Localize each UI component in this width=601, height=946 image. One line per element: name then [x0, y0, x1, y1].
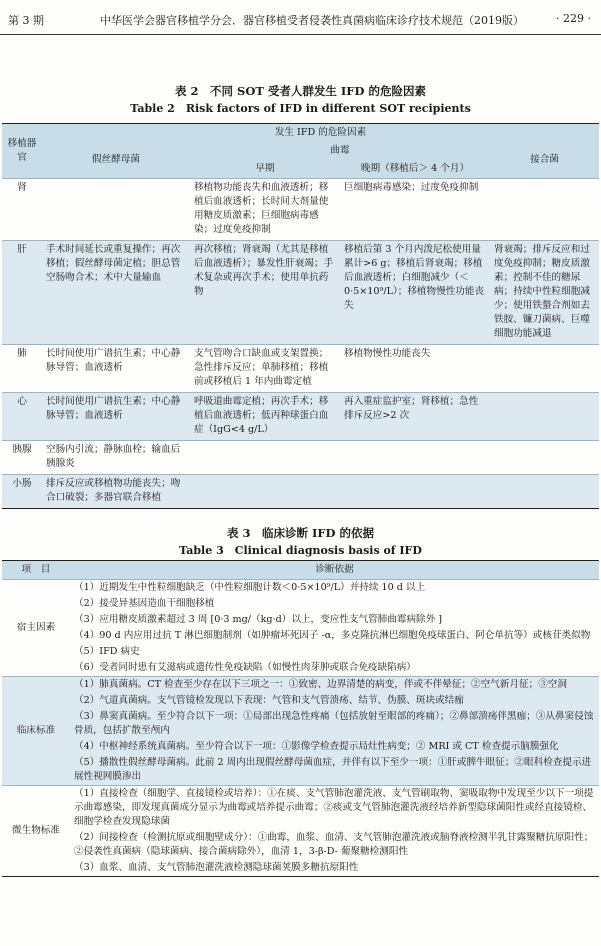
- criteria-section: [2, 677, 599, 786]
- criteria-section: [2, 786, 599, 877]
- criteria-item: （3）应用糖皮质激素超过 3 周 [0·3 mg/（kg·d）以上，变应性支气管肺曲霉病除外 ]: [70, 612, 599, 628]
- cell-yeast: 长时间使用广谱抗生素；中心静脉导管；血液透析: [42, 345, 190, 393]
- col-late-header: 晚期（移植后＞ 4 个月）: [340, 160, 490, 179]
- cell-zygo: [490, 441, 599, 475]
- cell-yeast: 手术时间延长或重复操作；再次移植；假丝酵母菌定植；胆总管空肠吻合术；术中大量输血: [42, 241, 190, 345]
- cell-yeast: 长时间使用广谱抗生素；中心静脉导管；血液透析: [42, 393, 190, 441]
- criteria-row: [2, 693, 599, 709]
- criteria-row: [2, 709, 599, 739]
- col-group-header: 发生 IFD 的危险因素: [42, 124, 599, 143]
- table3-caption-en: Table 3 Clinical diagnosis basis of IFD: [179, 544, 422, 557]
- cell-early: 支气管吻合口缺血或支架置换；急性排斥反应；单肺移植；移植前或移植后 1 年内曲霉定植: [190, 345, 340, 393]
- col-item-header: 项 目: [2, 561, 70, 580]
- cell-organ: 胰腺: [2, 441, 42, 475]
- col-early-header: 早期: [190, 160, 340, 179]
- cell-early: 移植物功能丧失和血液透析；移植后血液透析；长时间大剂量使用糖皮质激素；巨细胞病毒感染；过度免疫抑制: [190, 179, 340, 241]
- table-row: [2, 179, 599, 241]
- criteria-item: （1）直接检查（细胞学、直接镜检或培养）：①在痰、支气管肺泡灌洗液、支气管刷取物、窦吸取物中发现至少以下一项提示曲霉感染，即发现真菌成分显示为曲霉或培养提示曲霉；②痰或支气管肺泡灌洗液经培养新型隐球菌阳性或经直接镜检、细胞学检查发现隐球菌: [70, 786, 599, 831]
- criteria-item: （4）90 d 内应用过抗 T 淋巴细胞制剂（如肿瘤坏死因子 -α，多克隆抗淋巴细胞免疫球蛋白、阿仑单抗等）或核苷类似物: [70, 628, 599, 644]
- page-number: · 229 ·: [556, 12, 591, 25]
- col-zygo-header: 接合菌: [490, 142, 599, 179]
- table-row: [2, 441, 599, 475]
- table-row: [2, 345, 599, 393]
- col-organ-header: 移植器官: [2, 124, 42, 179]
- cell-early: [190, 475, 340, 509]
- cell-zygo: [490, 345, 599, 393]
- journal-title: 中华医学会器官移植学分会．器官移植受者侵袭性真菌病临床诊疗技术规范（2019版）: [100, 14, 524, 27]
- criteria-row: [2, 660, 599, 677]
- cell-organ: 肝: [2, 241, 42, 345]
- criteria-item: （3）血浆、血清、支气管肺泡灌洗液检测隐球菌荚膜多糖抗原阳性: [70, 860, 599, 877]
- criteria-item: （3）鼻窦真菌病。至少符合以下一项：①局部出现急性疼痛（包括放射至眼部的疼痛）；②鼻部溃疡伴黑痂；③从鼻窦侵蚀骨质，包括扩散至颅内: [70, 709, 599, 739]
- cell-early: 呼吸道曲霉定植；再次手术；移植后血液透析；低丙种球蛋白血症（IgG<4 g/L）: [190, 393, 340, 441]
- criteria-row: [2, 644, 599, 660]
- cell-late: [340, 441, 490, 475]
- cell-yeast: 排斥反应或移植物功能丧失；吻合口破裂；多器官联合移植: [42, 475, 190, 509]
- criteria-row: [2, 596, 599, 612]
- criteria-row: [2, 830, 599, 860]
- criteria-row: [2, 628, 599, 644]
- cell-zygo: [490, 393, 599, 441]
- table3-clinical-diagnosis: [2, 560, 599, 877]
- cell-organ: 心: [2, 393, 42, 441]
- criteria-row: [2, 860, 599, 877]
- criteria-label: 临床标准: [2, 677, 70, 786]
- page-header: [0, 0, 601, 35]
- cell-zygo: 肾衰竭；排斥反应和过度免疫抑制；糖皮质激素；控制不佳的糖尿病；持续中性粒细胞减少；使用铁螯合剂如去铁胺、镰刀菌病、巨噬细胞功能减退: [490, 241, 599, 345]
- criteria-row: [2, 677, 599, 694]
- cell-late: 巨细胞病毒感染；过度免疫抑制: [340, 179, 490, 241]
- cell-late: 再入重症监护室；肾移植；急性排斥反应>2 次: [340, 393, 490, 441]
- criteria-item: （4）中枢神经系统真菌病。至少符合以下一项：①影像学检查提示局灶性病变；② MRI 或 CT 检查提示脑膜强化: [70, 739, 599, 755]
- cell-organ: 肺: [2, 345, 42, 393]
- cell-early: [190, 441, 340, 475]
- criteria-item: （2）气道真菌病。支气管镜检发现以下表现：气管和支气管溃疡、结节、伪膜、斑块或结痂: [70, 693, 599, 709]
- col-yeast-header: 假丝酵母菌: [42, 142, 190, 179]
- cell-late: [340, 475, 490, 509]
- col-mold-header: 曲霉: [190, 142, 490, 160]
- criteria-row: [2, 739, 599, 755]
- criteria-item: （2）间接检查（检测抗原或细胞壁成分）：①曲霉，血浆、血清、支气管肺泡灌洗液或脑脊液检测半乳甘露聚糖抗原阳性；②侵袭性真菌病（隐球菌病、接合菌病除外），血清 1，3-β-D- 葡聚糖检测阳性: [70, 830, 599, 860]
- table-row: [2, 241, 599, 345]
- cell-zygo: [490, 475, 599, 509]
- criteria-row: [2, 580, 599, 597]
- issue-number: 第 3 期: [8, 14, 44, 27]
- criteria-label: 微生物标准: [2, 786, 70, 877]
- criteria-label: 宿主因素: [2, 580, 70, 677]
- table2-caption-zh: 表 2 不同 SOT 受者人群发生 IFD 的危险因素: [175, 84, 426, 98]
- cell-zygo: [490, 179, 599, 241]
- criteria-item: （5）IFD 病史: [70, 644, 599, 660]
- criteria-row: [2, 786, 599, 831]
- criteria-section: [2, 580, 599, 677]
- criteria-item: （5）播散性假丝酵母菌病。此前 2 周内出现假丝酵母菌血症，并伴有以下至少一项：①肝或脾牛眼征；②眼科检查提示进展性视网膜渗出: [70, 755, 599, 786]
- cell-yeast: 空肠内引流；静脉血栓；输血后胰腺炎: [42, 441, 190, 475]
- cell-early: 再次移植；肾衰竭（尤其是移植后血液透析）；暴发性肝衰竭；手术复杂或再次手术；使用单抗药物: [190, 241, 340, 345]
- cell-organ: 肾: [2, 179, 42, 241]
- table-row: [2, 393, 599, 441]
- criteria-item: （6）受者同时患有艾滋病或遗传性免疫缺陷（如慢性肉芽肿或联合免疫缺陷病）: [70, 660, 599, 677]
- cell-organ: 小肠: [2, 475, 42, 509]
- cell-late: 移植后第 3 个月内泼尼松使用量累计>6 g；移植后肾衰竭；移植后血液透析；白细胞减少（＜0·5×10⁹/L）；移植物慢性功能丧失: [340, 241, 490, 345]
- cell-late: 移植物慢性功能丧失: [340, 345, 490, 393]
- table3-caption-zh: 表 3 临床诊断 IFD 的依据: [226, 526, 375, 540]
- col-basis-header: 诊断依据: [70, 561, 599, 580]
- cell-yeast: [42, 179, 190, 241]
- table2-caption-en: Table 2 Risk factors of IFD in different SOT recipients: [130, 102, 471, 115]
- criteria-item: （1）肺真菌病。CT 检查至少存在以下三项之一：①致密、边界清楚的病变，伴或不伴晕征；②空气新月征；③空洞: [70, 677, 599, 694]
- table-row: [2, 475, 599, 509]
- criteria-row: [2, 612, 599, 628]
- criteria-item: （2）接受异基因造血干细胞移植: [70, 596, 599, 612]
- criteria-item: （1）近期发生中性粒细胞缺乏（中性粒细胞计数＜0·5×10⁹/L）并持续 10 d 以上: [70, 580, 599, 597]
- criteria-row: [2, 755, 599, 786]
- table2-risk-factors: [2, 123, 599, 509]
